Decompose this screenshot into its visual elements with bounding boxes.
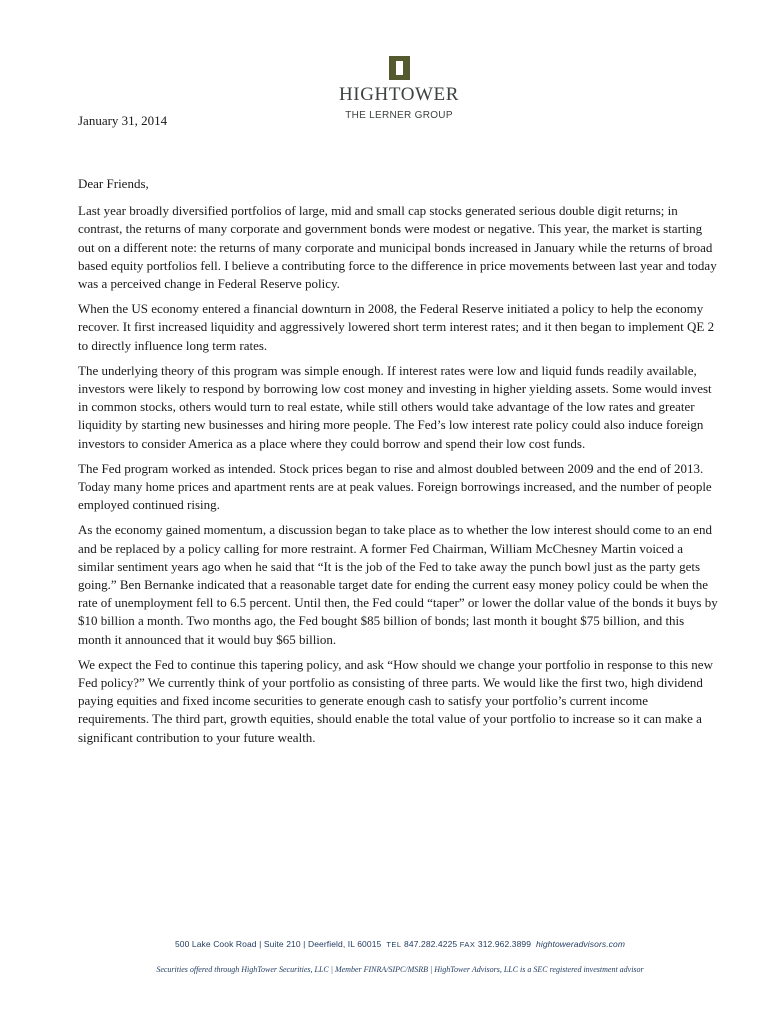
letter-body <box>78 175 720 754</box>
group-name: THE LERNER GROUP <box>345 110 453 121</box>
hightower-logo-mark <box>389 56 410 80</box>
footer-suite: Suite 210 <box>263 939 301 949</box>
paragraph-5: As the economy gained momentum, a discussion began to take place as to whether the low interest should come to an end and be replaced by a policy calling for more restraint. A former Fed Chairman, William McChesney Martin voiced a similar sentiment years ago when he said that “It is the job of the Fed to take away the punch bowl just as the party gets going.” Ben Bernanke indicated that a reasonable target date for ending the current easy money policy could be when the rate of unemployment fell to 6.5 percent. Until then, the Fed could “taper” or lower the dollar value of the bonds it buys by $10 billion a month. Two months ago, the Fed bought $85 billion of bonds; last month it bought $75 billion, and this month it announced that it would buy $65 billion. <box>78 522 718 647</box>
paragraph-6: We expect the Fed to continue this tapering policy, and ask “How should we change your portfolio in response to this new Fed policy?” We currently think of your portfolio as consisting of three parts. We would like the first two, high dividend paying equities and fixed income securities to generate enough cash to satisfy your portfolio’s current income requirements. The third part, growth equities, should enable the total value of your portfolio to increase so it can make a significant contribution to your future wealth. <box>78 656 713 745</box>
footer-tel-label: TEL <box>386 940 402 949</box>
footer-disclosure: Securities offered through HighTower Securities, LLC | Member FINRA/SIPC/MSRB | HighTower Advisors, LLC is a SEC registered investment advisor <box>156 965 644 974</box>
footer-tel: 847.282.4225 <box>404 939 458 949</box>
footer-website-link[interactable]: hightoweradvisors.com <box>536 939 626 949</box>
footer-separator: | <box>303 939 306 949</box>
company-name: HIGHTOWER <box>338 84 460 105</box>
paragraph-3: The underlying theory of this program was simple enough. If interest rates were low and liquid funds readily available, investors were likely to respond by borrowing low cost money and investing in higher yielding assets. Some would invest in common stocks, others would turn to real estate, while still others would take advantage of the low rates and greater liquidity by starting new businesses and hiring more people. The Fed’s low interest rate policy could also induce foreign investors to consider America as a place where they could borrow and spend their low cost funds. <box>78 362 712 451</box>
paragraph-2: When the US economy entered a financial downturn in 2008, the Federal Reserve initiated a policy to help the economy recover. It first increased liquidity and aggressively lowered short term interest rates; and it then began to implement QE 2 to directly influence long term rates. <box>78 301 715 353</box>
paragraph-1: Last year broadly diversified portfolios of large, mid and small cap stocks generated serious double digit returns; in contrast, the returns of many corporate and government bonds were modest or negative. This year, the market is starting out on a different note: the returns of many corporate and municipal bonds increased in January while the returns of broad based equity portfolios fell. I believe a contributing force to the difference in price movements between last year and today was a perceived change in Federal Reserve policy. <box>78 203 717 292</box>
footer-street: 500 Lake Cook Road <box>174 939 257 949</box>
salutation: Dear Friends, <box>78 176 149 191</box>
paragraph-4: The Fed program worked as intended. Stock prices began to rise and almost doubled between 2009 and the end of 2013. Today many home prices and apartment rents are at peak values. Foreign borrowings increased, and the number of people employed continued rising. <box>78 460 712 513</box>
footer-address <box>0 939 768 949</box>
footer-separator: | <box>259 939 262 949</box>
footer-fax-label: FAX <box>459 940 476 949</box>
footer-fax: 312.962.3899 <box>477 939 532 949</box>
letter-date: January 31, 2014 <box>78 113 168 128</box>
footer-city: Deerfield, IL 60015 <box>307 939 382 949</box>
